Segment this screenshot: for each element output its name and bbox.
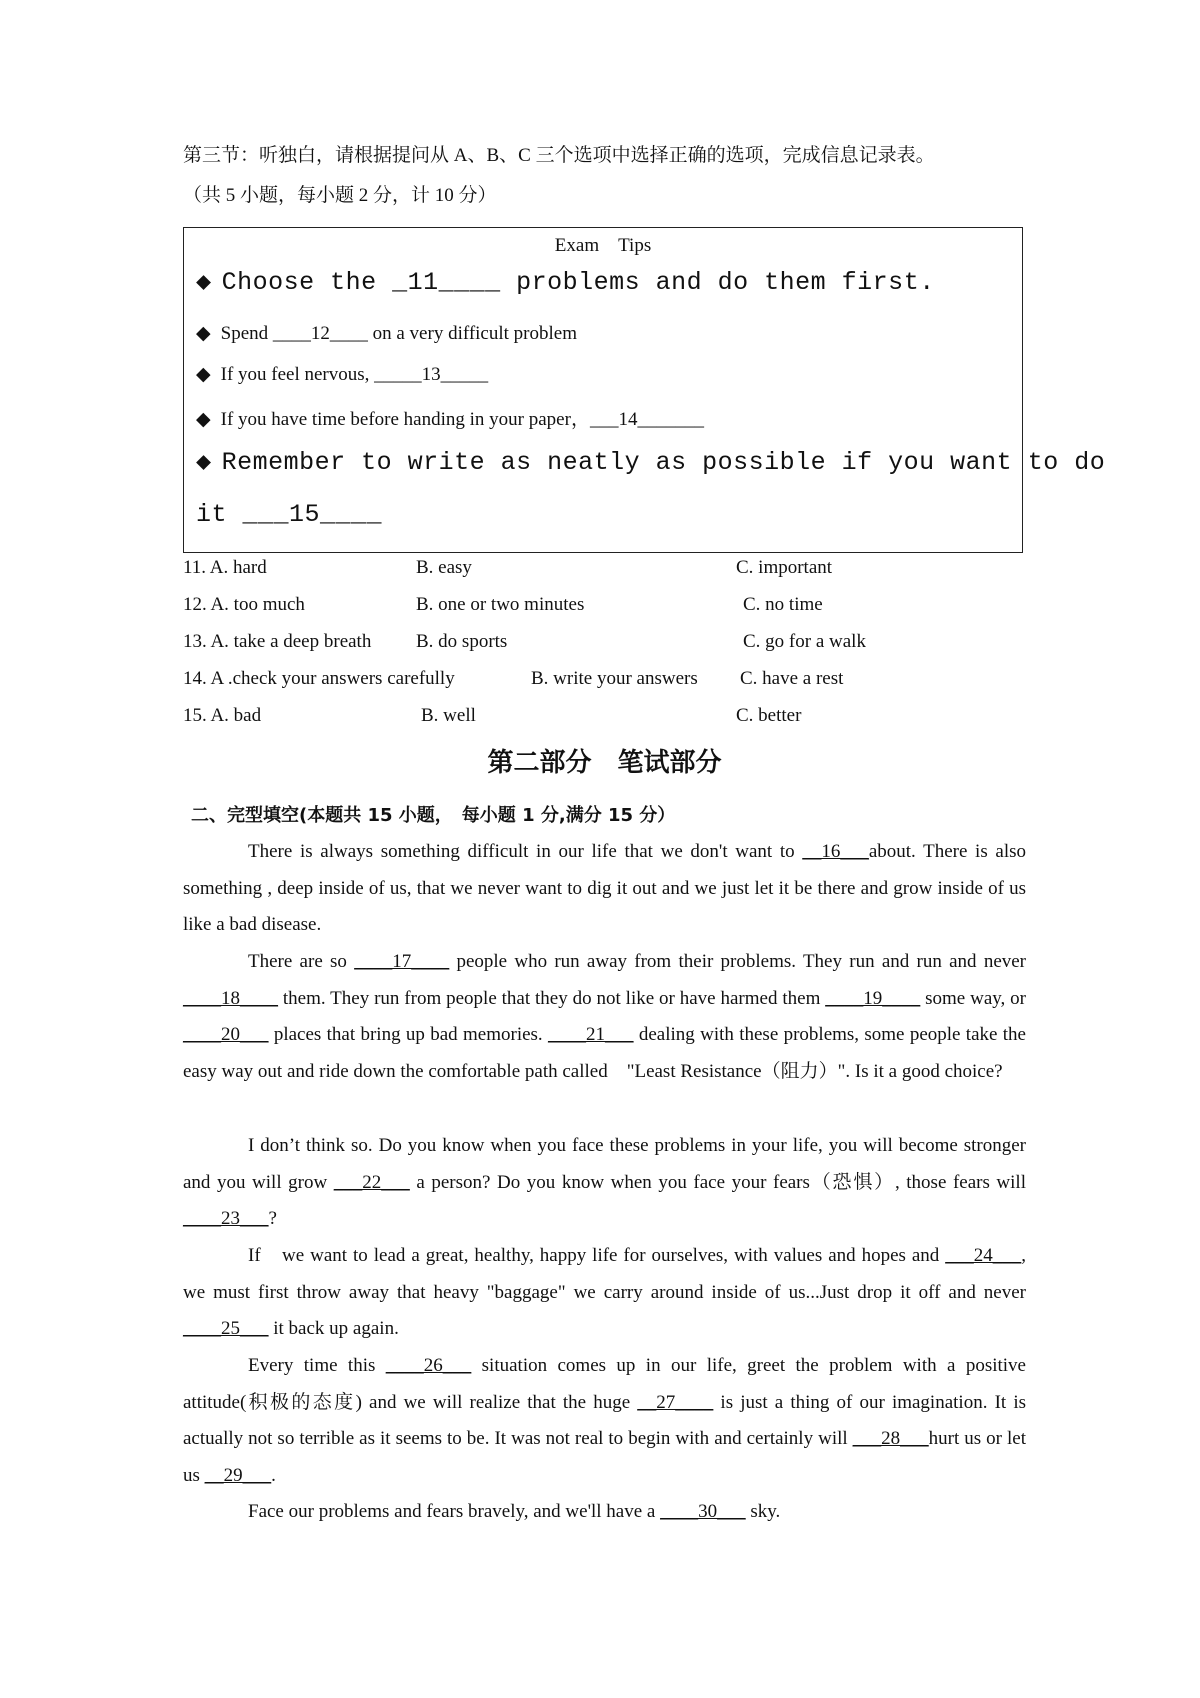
tips-title: Exam Tips — [554, 235, 652, 256]
tip-item-5: ◆ Remember to write as neatly as possible if you want to do — [196, 448, 1106, 477]
passage-paragraph-5: Every time this ____26___ situation comes up in our life, greet the problem with a positive attitude(积极的态度) and we will realize that the huge __27____ is just a thing of our imagination. It is actually not so terrible as it seems to be. It was not real to begin with and certainly will ___28___hurt us or let us __29___. — [183, 1355, 1026, 1486]
blank-23: ____23___ — [183, 1208, 269, 1229]
diamond-bullet-icon: ◆ — [196, 323, 211, 344]
diamond-bullet-icon: ◆ — [196, 448, 212, 477]
blank-14: ___14_______ — [589, 409, 704, 430]
blank-25: ____25___ — [183, 1318, 269, 1339]
diamond-bullet-icon: ◆ — [196, 268, 212, 297]
tip-item-3: ◆ If you feel nervous, _____13_____ — [196, 364, 489, 385]
passage-paragraph-3: I don’t think so. Do you know when you face these problems in your life, you will become stronger and you will grow ___22___ a person? Do you know when you face your fears（恐惧）, those fears will ____23___? — [183, 1135, 1026, 1229]
blank-19: ____19____ — [825, 987, 921, 1009]
blank-24: ___24___ — [945, 1245, 1022, 1266]
blank-15: ___15____ — [242, 500, 383, 529]
cloze-instruction: 二、完型填空(本题共 15 小题， 每小题 1 分,满分 15 分） — [191, 805, 676, 826]
blank-17: ____17____ — [354, 951, 450, 972]
blank-29: __29___ — [204, 1464, 272, 1486]
diamond-bullet-icon: ◆ — [196, 409, 211, 430]
blank-20: ____20___ — [183, 1024, 269, 1045]
blank-13: _____13_____ — [374, 364, 489, 385]
blank-22: ___22___ — [333, 1171, 410, 1193]
passage-paragraph-2: There are so ____17____ people who run away from their problems. They run and run and never ____18____ them. They run from people that they do not like or have harmed them ____19____ some way, or ____20___ places that bring up bad memories. ____21___ dealing with these problems, some people take the easy way out and ride down the comfortable path called "Least Resistance（阻力）". Is it a good choice? — [183, 951, 1027, 1082]
tip-item-1: ◆ Choose the _11____ problems and do them first. — [196, 268, 935, 297]
blank-11: _11____ — [392, 268, 501, 297]
passage-paragraph-1: There is always something difficult in our life that we don't want to __16___about. There is also something , deep inside of us, that we never want to dig it out and we just let it be there and grow inside of us like a bad disease. — [183, 841, 1026, 935]
passage-paragraph-4: If we want to lead a great, healthy, happy life for ourselves, with values and hopes and ___24___, we must first throw away that heavy "baggage" we carry around inside of us...Just drop it off and never ____25___ it back up again. — [183, 1245, 1026, 1339]
exam-tips-box — [183, 227, 1106, 553]
diamond-bullet-icon: ◆ — [196, 364, 211, 385]
blank-18: ____18____ — [183, 987, 278, 1009]
blank-28: ___28___ — [852, 1428, 929, 1449]
section-instruction: 第三节：听独白，请根据提问从 A、B、C 三个选项中选择正确的选项，完成信息记录表。 — [183, 145, 935, 166]
tip-item-2: ◆ Spend ____12____ on a very difficult problem — [196, 323, 577, 344]
blank-12: ____12____ — [272, 323, 368, 344]
part-two-heading: 第二部分 笔试部分 — [487, 748, 722, 778]
blank-26: ____26___ — [385, 1355, 472, 1376]
tip-item-4: ◆ If you have time before handing in your paper，___14_______ — [196, 409, 704, 430]
blank-27: __27____ — [637, 1391, 714, 1413]
passage-paragraph-6: Face our problems and fears bravely, and we'll have a ____30___ sky. — [248, 1501, 781, 1522]
blank-30: ____30___ — [660, 1501, 746, 1522]
blank-21: ____21___ — [548, 1024, 634, 1045]
blank-16: __16___ — [802, 841, 869, 862]
tip-item-5-cont: it ___15____ — [196, 500, 383, 529]
section-points: （共 5 小题，每小题 2 分，计 10 分） — [183, 185, 497, 206]
